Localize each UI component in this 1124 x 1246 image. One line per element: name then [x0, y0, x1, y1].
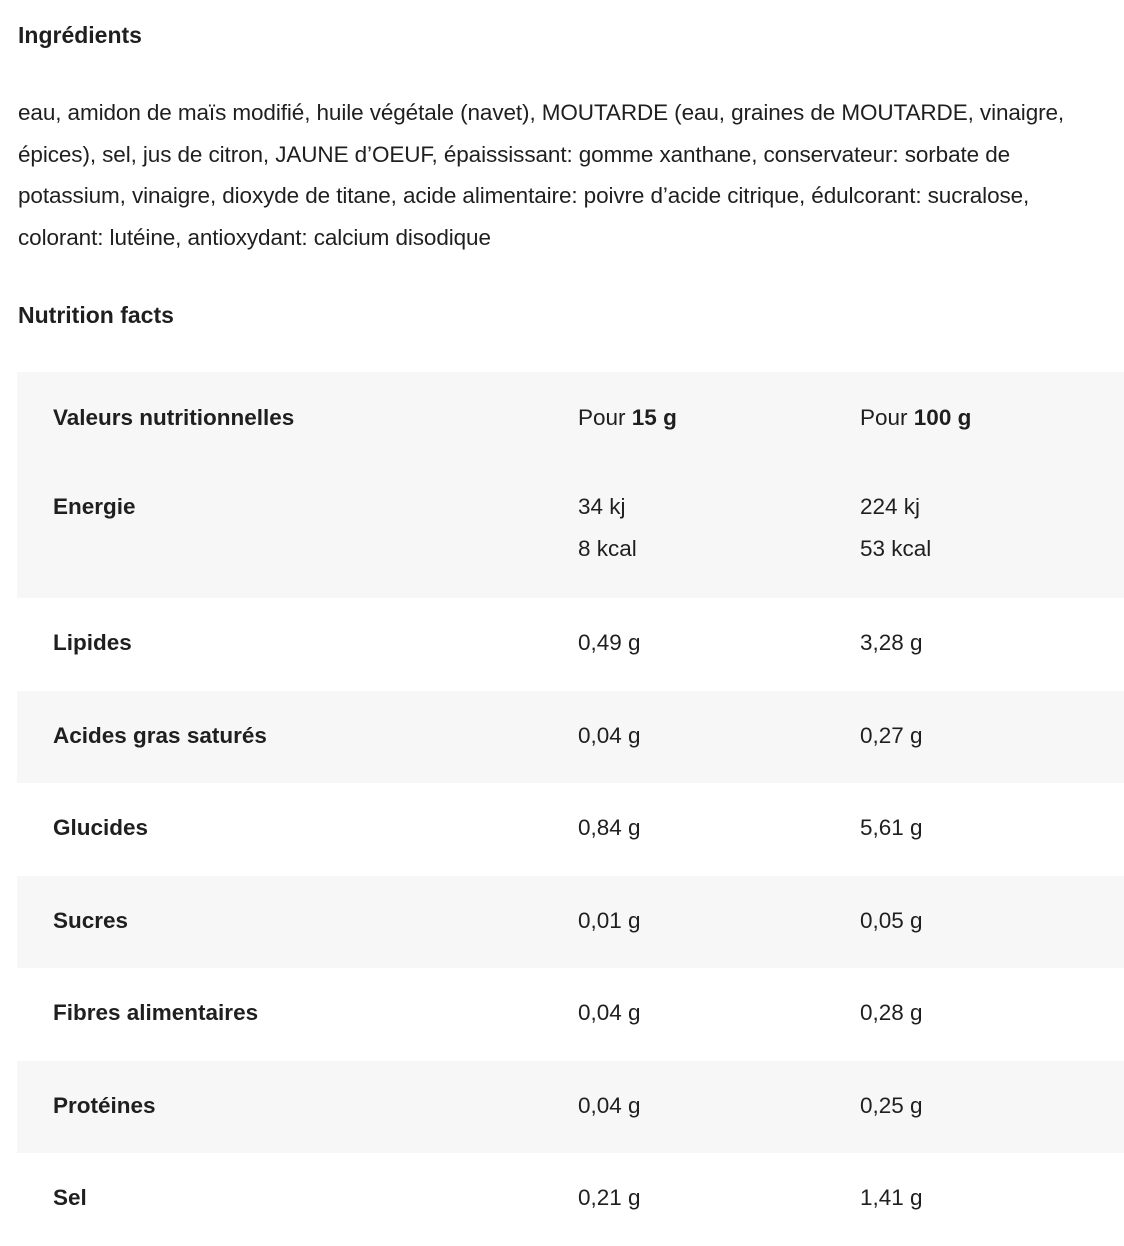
row-per-100g: 3,28 g — [860, 630, 923, 655]
header-per-100g-prefix: Pour — [860, 405, 908, 430]
table-row-proteines — [17, 1061, 1124, 1154]
row-per-15g: 0,49 g — [578, 630, 641, 655]
header-per-15g-amount: 15 g — [631, 405, 677, 430]
ingredients-text: eau, amidon de maïs modifié, huile végétale (navet), MOUTARDE (eau, graines de MOUTARDE, vinaigre, épices), sel, jus de citron, JAUNE d’OEUF, épaississant: gomme xanthane, conservateur: sorbate de potassium, vinaigre, dioxyde de titane, acide alimentaire: poivre d’acide citrique, édulcorant: sucralose, colorant: lutéine, antioxydant: calcium disodique — [18, 100, 1065, 250]
row-label: Sucres — [53, 907, 129, 933]
header-label: Valeurs nutritionnelles — [53, 405, 295, 430]
energy-per-100g — [860, 464, 1124, 570]
row-per-100g: 0,27 g — [860, 722, 923, 748]
row-per-100g: 0,05 g — [860, 907, 923, 933]
row-label: Energie — [53, 494, 136, 519]
row-per-15g: 0,04 g — [578, 722, 641, 748]
row-label: Glucides — [53, 815, 149, 840]
header-per-100g — [860, 372, 1124, 433]
table-row-sel — [17, 1153, 1124, 1246]
table-row-glucides — [17, 783, 1124, 876]
energy-per-15g — [578, 464, 860, 570]
energy-per-100g-kcal: 53 kcal — [860, 536, 932, 561]
table-row-lipides — [17, 598, 1124, 691]
row-per-100g: 1,41 g — [860, 1185, 923, 1210]
row-per-15g: 0,84 g — [578, 815, 641, 840]
header-per-15g — [578, 372, 860, 433]
nutrition-facts-heading: Nutrition facts — [18, 302, 174, 328]
energy-per-100g-kj: 224 kj — [860, 494, 921, 519]
row-per-100g: 5,61 g — [860, 815, 923, 840]
header-per-15g-prefix: Pour — [578, 405, 626, 430]
header-per-100g-amount: 100 g — [913, 405, 972, 430]
nutrition-table — [17, 372, 1124, 1246]
row-label: Sel — [53, 1185, 87, 1210]
table-row-acides-gras-satures — [17, 691, 1124, 784]
row-label: Protéines — [53, 1092, 156, 1118]
energy-per-15g-kcal: 8 kcal — [578, 536, 637, 561]
row-per-15g: 0,04 g — [578, 1092, 641, 1118]
table-row-energy — [17, 464, 1124, 598]
table-header-row — [17, 372, 1124, 464]
row-per-100g: 0,25 g — [860, 1092, 923, 1118]
ingredients-heading: Ingrédients — [18, 22, 142, 48]
row-label: Fibres alimentaires — [53, 1000, 259, 1025]
row-per-15g: 0,04 g — [578, 1000, 641, 1025]
table-row-sucres — [17, 876, 1124, 969]
row-per-100g: 0,28 g — [860, 1000, 923, 1025]
table-row-fibres-alimentaires — [17, 968, 1124, 1061]
row-label: Lipides — [53, 630, 132, 655]
row-label: Acides gras saturés — [53, 722, 267, 748]
energy-per-15g-kj: 34 kj — [578, 494, 626, 519]
row-per-15g: 0,21 g — [578, 1185, 641, 1210]
row-per-15g: 0,01 g — [578, 907, 641, 933]
